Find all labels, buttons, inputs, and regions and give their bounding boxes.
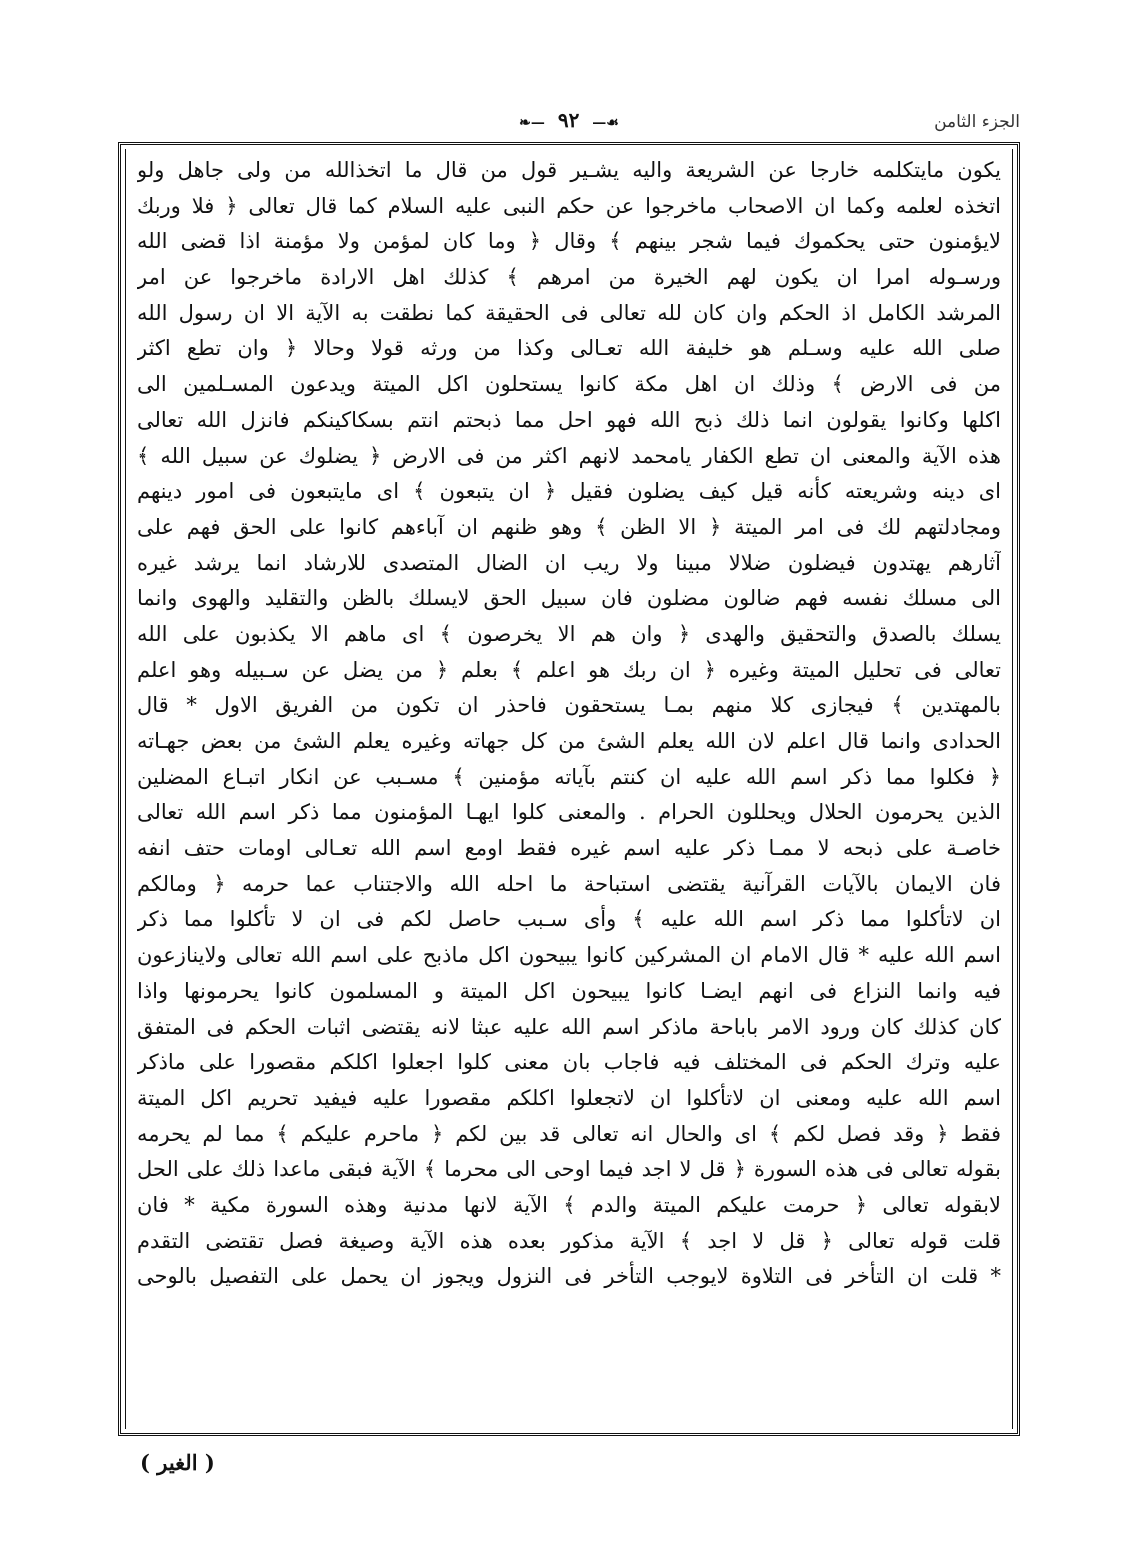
text-line: يسلك بالصدق والتحقيق والهدى ﴿ وان هم الا يخرصون ﴾ اى ماهم الا يكذبون على الله [137, 621, 1001, 646]
text-line: اى دينه وشريعته كأنه قيل كيف يضلون فقيل ﴿ ان يتبعون ﴾ اى مايتبعون فى امور دينهم [137, 479, 1001, 504]
text-line: اكلها وكانوا يقولون انما ذلك ذبح الله فهو احل مما ذبحتم انتم بسكاكينكم فانزل الله تعالى [137, 407, 1001, 432]
text-line: يكون مايتكلمه خارجا عن الشريعة واليه يشـير قول من قال ما اتخذالله من ولى جاهل ولو [137, 158, 1001, 182]
text-line: اتخذه لعلمه وكما ان الاصحاب ماخرجوا عن حكم النبى عليه السلام كما قال تعالى ﴿ فلا وربك [137, 193, 1001, 218]
text-line: لابقوله تعالى ﴿ حرمت عليكم الميتة والدم ﴾ الآية لانها مدنية وهذه السورة مكية * فان [137, 1192, 1001, 1217]
text-line: هذه الآية والمعنى ان تطع الكفار يامحمد لانهم اكثر من فى الارض ﴿ يضلوك عن سبيل الله ﴾ [137, 443, 1001, 468]
running-head: الجزء الثامن [934, 112, 1020, 132]
text-line: لايؤمنون حتى يحكموك فيما شجر بينهم ﴾ وقال ﴿ وما كان لمؤمن ولا مؤمنة اذا قضى الله [137, 229, 1001, 254]
catchword: ( الغير ) [140, 1450, 215, 1475]
text-body [137, 153, 1001, 1423]
text-line: قلت قوله تعالى ﴿ قل لا اجد ﴾ الآية مذكور بعده هذه الآية وصيغة فصل تقتضى التقدم [137, 1228, 1001, 1253]
text-line: فقط ﴿ وقد فصل لكم ﴾ اى والحال انه تعالى قد بين لكم ﴿ ماحرم عليكم ﴾ مما لم يحرمه [137, 1121, 1001, 1146]
text-line: خاصـة على ذبحه لا ممـا ذكر عليه اسم غيره فقط اومع اسم الله تعـالى اومات حتف انفه [137, 836, 1001, 861]
text-line: ﴿ فكلوا مما ذكر اسم الله عليه ان كنتم بآياته مؤمنين ﴾ مسـبب عن انكار اتبـاع المضلين [137, 764, 1001, 789]
text-line: ورسـوله امرا ان يكون لهم الخيرة من امرهم ﴾ كذلك اهل الارادة ماخرجوا عن امر [137, 265, 1001, 290]
page-number [118, 108, 1020, 132]
ornament-left: —❧ [519, 115, 545, 131]
text-line: بقوله تعالى فى هذه السورة ﴿ قل لا اجد فيما اوحى الى محرما ﴾ الآية فبقى ماعدا ذلك على الحل [137, 1157, 1001, 1182]
text-line: الذين يحرمون الحلال ويحللون الحرام . والمعنى كلوا ايهـا المؤمنون مما ذكر اسم الله تعالى [137, 800, 1001, 825]
page-number-value: ۹۲ [557, 108, 580, 132]
text-line: عليه وترك الحكم فى المختلف فيه فاجاب بان معنى كلوا اجعلوا اكلكم مقصورا على ماذكر [137, 1050, 1001, 1075]
text-line: اسم الله عليه ومعنى ان لاتأكلوا ان لاتجعلوا اكلكم مقصورا عليه فيفيد تحريم اكل الميتة [137, 1085, 1001, 1110]
text-frame [118, 142, 1020, 1436]
text-line: آثارهم يهتدون فيضلون ضلالا مبينا ولا ريب ان الضال المتصدى للارشاد انما يرشد غيره [137, 550, 1001, 575]
text-line: من فى الارض ﴾ وذلك ان اهل مكة كانوا يستحلون اكل الميتة ويدعون المسـلمين الى [137, 372, 1001, 397]
text-line: * قلت ان التأخر فى التلاوة لايوجب التأخر فى النزول ويجوز ان يحمل على التفصيل بالوحى [137, 1264, 1001, 1289]
text-line: فيه وانما النزاع فى انهم ايضـا كانوا يبيحون اكل الميتة و المسلمون كانوا يحرمونها واذا [137, 978, 1001, 1003]
text-line: الحدادى وانما قال اعلم لان الله يعلم الشئ من كل جهاته وغيره يعلم الشئ من بعض جهـاته [137, 729, 1001, 753]
text-line: المرشد الكامل اذ الحكم وان كان لله تعالى فى الحقيقة كما نطقت به الآية الا ان رسول الله [137, 300, 1001, 325]
text-line: صلى الله عليه وسـلم هو خليفة الله تعـالى وكذا من ورثه قولا وحالا ﴿ وان تطع اكثر [137, 336, 1001, 361]
text-line: فان الايمان بالآيات القرآنية يقتضى استباحة ما احله الله والاجتناب عما حرمه ﴿ ومالكم [137, 871, 1001, 896]
text-line: ان لاتأكلوا مما ذكر اسم الله عليه ﴾ وأى سـبب حاصل لكم فى ان لا تأكلوا مما ذكر [137, 907, 1001, 932]
text-line: كان كذلك كان ورود الامر باباحة ماذكر اسم الله عليه عبثا لانه يقتضى اثبات الحكم فى المتفق [137, 1014, 1001, 1039]
text-line: بالمهتدين ﴾ فيجازى كلا منهم بمـا يستحقون فاحذر ان تكون من الفريق الاول * قال [137, 693, 1001, 718]
text-line: تعالى فى تحليل الميتة وغيره ﴿ ان ربك هو اعلم ﴾ بعلم ﴿ من يضل عن سـبيله وهو اعلم [137, 657, 1001, 682]
page-header [118, 108, 1020, 142]
text-line: اسم الله عليه * قال الامام ان المشركين كانوا يبيحون اكل ماذبح على اسم الله تعالى ولاينازعون [137, 943, 1001, 968]
text-line: ومجادلتهم لك فى امر الميتة ﴿ الا الظن ﴾ وهو ظنهم ان آباءهم كانوا على الحق فهم على [137, 514, 1001, 539]
ornament-right: ☙— [592, 115, 619, 131]
text-line: الى مسلك نفسه فهم ضالون مضلون فان سبيل الحق لايسلك بالظن والتقليد والهوى وانما [137, 586, 1001, 611]
